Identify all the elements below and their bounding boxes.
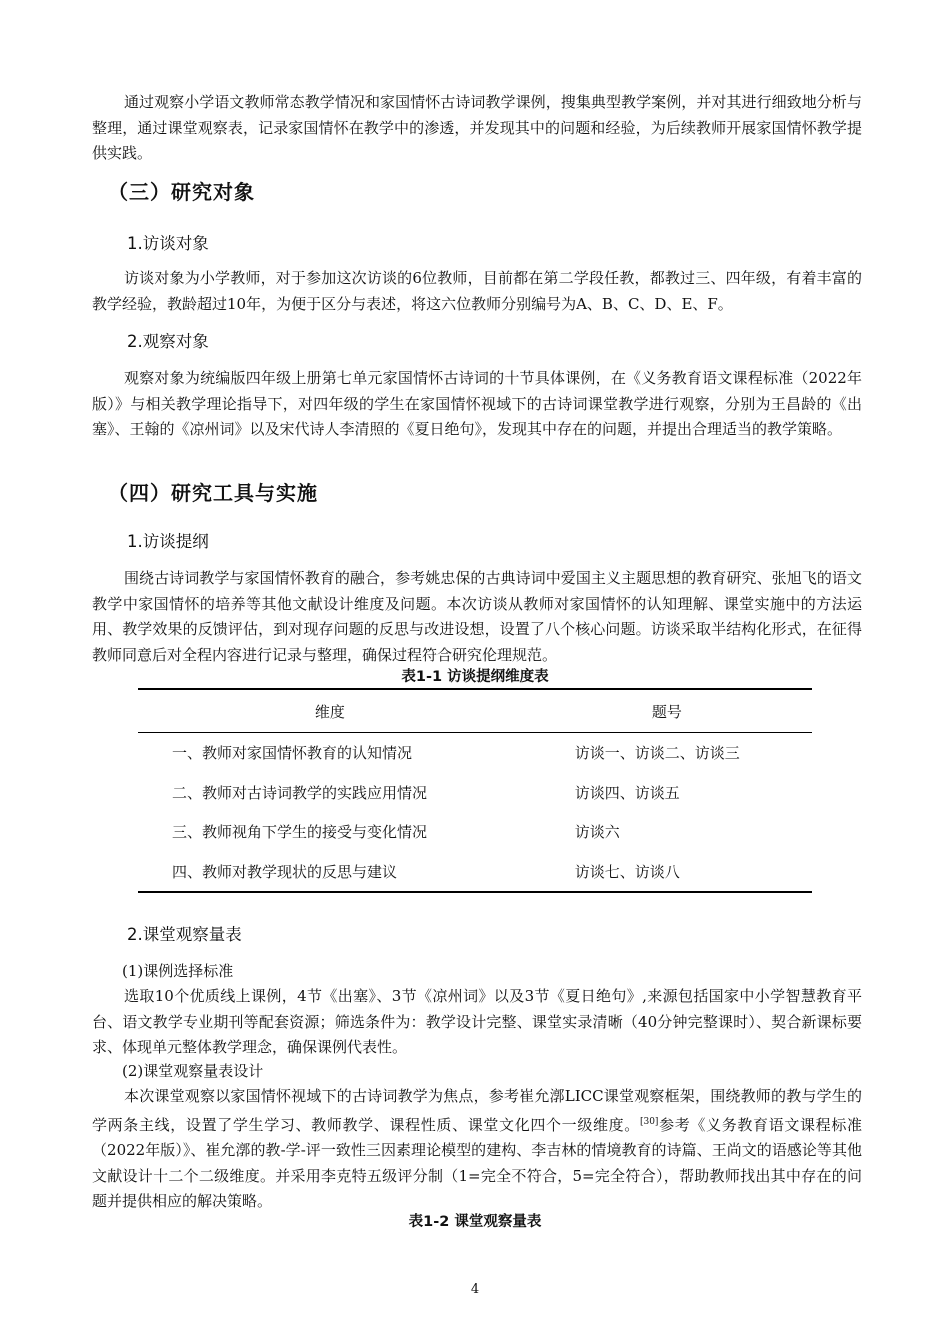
table-cell-question-number: 访谈七、访谈八: [523, 852, 812, 893]
heading-research-tools: （四）研究工具与实施: [108, 481, 318, 505]
table-cell-dimension: 三、教师视角下学生的接受与变化情况: [172, 823, 428, 842]
heading-observation-scale: 2.课堂观察量表: [127, 925, 242, 944]
table-cell-question-number: 访谈六: [574, 823, 620, 842]
page-number: 4: [470, 1282, 480, 1297]
column-header-dimension: 维度: [138, 689, 523, 733]
paragraph-scale-design-part1: 本次课堂观察以家国情怀视域下的古诗词教学为焦点，参考崔允漷LICC课堂观察框架，围绕教师的教与学生的学两条主线，设置了学生学习、教师教学、课程性质、课堂文化四个一级维度。: [92, 1087, 862, 1134]
citation-marker: [30]: [639, 1116, 659, 1127]
heading-interview-subjects: 1.访谈对象: [127, 234, 209, 253]
paragraph-observation-subjects: 观察对象为统编版四年级上册第七单元家国情怀古诗词的十节具体课例，在《义务教育语文课程标准（2022年版）》与相关教学理论指导下，对四年级的学生在家国情怀视域下的古诗词课堂教学进行观察，分别为王昌龄的《出塞》、王翰的《凉州词》以及宋代诗人李清照的《夏日绝句》，发现其中存在的问题，并提出合理适当的教学策略。: [92, 369, 862, 438]
table-row: [138, 812, 812, 852]
table-row: [138, 733, 812, 773]
heading-interview-outline: 1.访谈提纲: [127, 532, 209, 551]
table-cell-dimension: 四、教师对教学现状的反思与建议: [138, 852, 523, 893]
interview-outline-table: [138, 688, 812, 893]
paragraph-case-selection: 选取10个优质线上课例，4节《出塞》、3节《凉州词》以及3节《夏日绝句》,来源包括国家中小学智慧教育平台、语文教学专业期刊等配套资源；筛选条件为：教学设计完整、课堂实录清晰（40分钟完整课时）、契合新课标要求、体现单元整体教学理念，确保课例代表性。: [92, 987, 862, 1056]
paragraph-interview-outline: 围绕古诗词教学与家国情怀教育的融合，参考姚忠保的古典诗词中爱国主义主题思想的教育研究、张旭飞的语文教学中家国情怀的培养等其他文献设计维度及问题。本次访谈从教师对家国情怀的认知理解、课堂实施中的方法运用、教学效果的反馈评估，到对现存问题的反思与改进设想，设置了八个核心问题。访谈采取半结构化形式，在征得教师同意后对全程内容进行记录与整理，确保过程符合研究伦理规范。: [92, 569, 862, 664]
subheading-scale-design: (2)课堂观察量表设计: [122, 1062, 264, 1080]
table-row: [138, 773, 812, 813]
column-header-question-number: 题号: [523, 689, 812, 733]
table-cell-dimension: 二、教师对古诗词教学的实践应用情况: [172, 783, 428, 802]
table-cell-question-number: 访谈一、访谈二、访谈三: [574, 744, 740, 763]
paragraph-scale-design: [92, 1084, 862, 1215]
subheading-case-selection: (1)课例选择标准: [122, 962, 234, 980]
table2-caption: 表1-2 课堂观察量表: [408, 1214, 542, 1230]
table-cell-dimension: 一、教师对家国情怀教育的认知情况: [172, 744, 413, 763]
heading-research-subjects: （三）研究对象: [108, 180, 255, 204]
paragraph-scale-design-part2: 参考《义务教育语文课程标准（2022年版）》、崔允漷的教-学-评一致性三因素理论模型的建构、李吉林的情境教育的诗篇、王尚文的语感论等其他文献设计十二个二级维度。并采用李克特五级评分制（1=完全不符合，5=完全符合），帮助教师找出其中存在的问题并提供相应的解决策略。: [92, 1115, 862, 1210]
table-cell-question-number: 访谈四、访谈五: [574, 783, 680, 802]
paragraph-intro: 通过观察小学语文教师常态教学情况和家国情怀古诗词教学课例，搜集典型教学案例，并对其进行细致地分析与整理，通过课堂观察表，记录家国情怀在教学中的渗透，并发现其中的问题和经验，为后续教师开展家国情怀教学提供实践。: [92, 93, 862, 162]
paragraph-interview-subjects: 访谈对象为小学教师，对于参加这次访谈的6位教师，目前都在第二学段任教，都教过三、四年级，有着丰富的教学经验，教龄超过10年，为便于区分与表述，将这六位教师分别编号为A、B、C、D、E、F。: [92, 269, 862, 313]
heading-observation-subjects: 2.观察对象: [127, 332, 209, 351]
table-row: [138, 852, 812, 893]
table-header-row: [138, 689, 812, 733]
table1-caption: 表1-1 访谈提纲维度表: [401, 669, 549, 685]
